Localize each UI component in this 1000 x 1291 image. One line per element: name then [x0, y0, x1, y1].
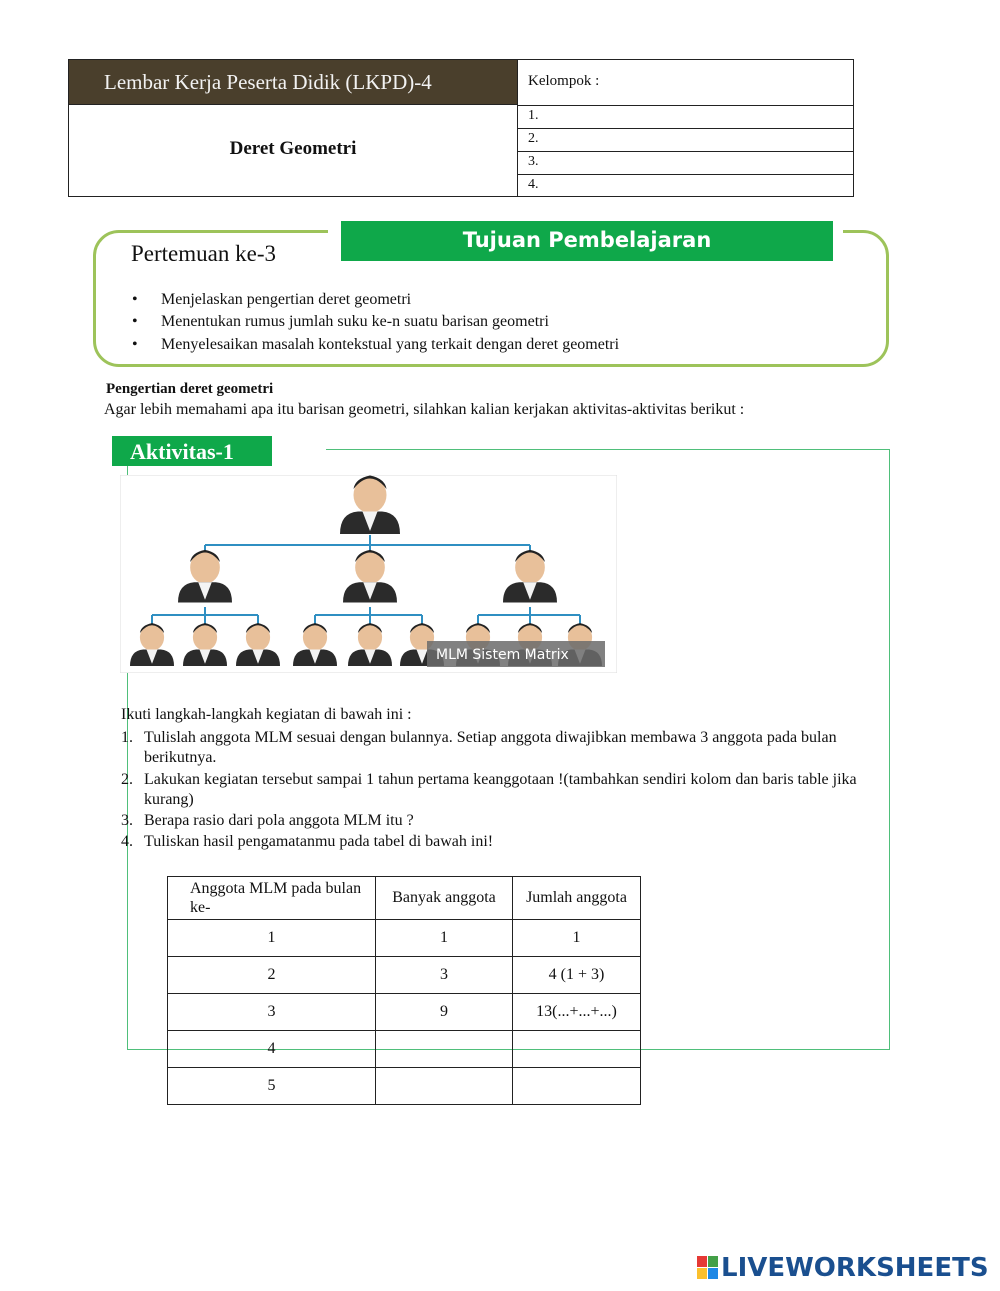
step-text: Lakukan kegiatan tersebut sampai 1 tahun pertama keanggotaan !(tambahkan sendiri kolom dan baris table jika kurang) [144, 771, 857, 808]
meeting-label: Pertemuan ke-3 [131, 241, 276, 266]
bullet: • [132, 336, 138, 353]
table-row [168, 1068, 641, 1105]
member-row-1[interactable]: 1. [518, 105, 854, 128]
table-row [168, 920, 641, 957]
step-text: Berapa rasio dari pola anggota MLM itu ? [144, 812, 414, 829]
table-header: Jumlah anggota [513, 877, 641, 920]
answer-cell[interactable] [376, 1031, 513, 1068]
frame-gap [270, 446, 326, 452]
step-number: 2. [121, 771, 133, 788]
table-cell: 3 [376, 957, 513, 994]
group-label: Kelompok : [528, 73, 600, 89]
worksheet-subtitle: Deret Geometri [229, 138, 357, 159]
step-text: Tuliskan hasil pengamatanmu pada tabel di bawah ini! [144, 833, 494, 850]
table-row [168, 957, 641, 994]
table-cell: 4 (1 + 3) [513, 957, 641, 994]
bullet: • [132, 313, 138, 330]
step-item [121, 770, 881, 810]
member-row-4[interactable]: 4. [518, 174, 854, 197]
table-row [168, 1031, 641, 1068]
section-heading: Pengertian deret geometri [106, 381, 274, 397]
table-cell: 4 [168, 1031, 376, 1068]
step-number: 3. [121, 812, 133, 829]
liveworksheets-brand[interactable]: LIVEWORKSHEETS [721, 1253, 989, 1283]
table-cell: 2 [168, 957, 376, 994]
member-row-3[interactable]: 3. [518, 151, 854, 174]
bullet: • [132, 291, 138, 308]
step-item [121, 811, 881, 831]
goal-text: Menentukan rumus jumlah suku ke-n suatu barisan geometri [161, 313, 549, 330]
activity-title: Aktivitas-1 [112, 436, 272, 466]
step-item [121, 832, 881, 852]
step-number: 4. [121, 833, 133, 850]
table-cell: 1 [513, 920, 641, 957]
goal-text: Menyelesaikan masalah kontekstual yang terkait dengan deret geometri [161, 336, 620, 353]
table-row [168, 994, 641, 1031]
table-header: Anggota MLM pada bulan ke- [168, 877, 376, 920]
table-header-row [168, 877, 641, 920]
goal-text: Menjelaskan pengertian deret geometri [161, 291, 412, 308]
table-cell: 9 [376, 994, 513, 1031]
table-cell: 1 [168, 920, 376, 957]
mlm-hierarchy-image [120, 475, 617, 673]
section-intro: Agar lebih memahami apa itu barisan geometri, silahkan kalian kerjakan aktivitas-aktivitas berikut : [104, 401, 745, 418]
member-row-2[interactable]: 2. [518, 128, 854, 151]
answer-cell[interactable] [513, 1031, 641, 1068]
table-cell: 5 [168, 1068, 376, 1105]
answer-cell[interactable] [513, 1068, 641, 1105]
table-header: Banyak anggota [376, 877, 513, 920]
liveworksheets-logo-icon [697, 1256, 719, 1280]
worksheet-title: Lembar Kerja Peserta Didik (LKPD)-4 [104, 70, 432, 94]
image-caption: MLM Sistem Matrix [436, 647, 569, 663]
table-cell: 1 [376, 920, 513, 957]
steps-intro: Ikuti langkah-langkah kegiatan di bawah ini : [121, 706, 412, 723]
answer-cell[interactable] [376, 1068, 513, 1105]
step-number: 1. [121, 729, 133, 746]
goal-item [132, 313, 549, 331]
mlm-table [167, 876, 641, 1105]
learning-goals-banner: Tujuan Pembelajaran [341, 221, 833, 261]
step-item [121, 728, 881, 768]
table-cell: 3 [168, 994, 376, 1031]
step-text: Tulislah anggota MLM sesuai dengan bulannya. Setiap anggota diwajibkan membawa 3 anggota pada bulan berikutnya. [144, 729, 837, 766]
table-cell: 13(...+...+...) [513, 994, 641, 1031]
goal-item [132, 291, 411, 309]
goal-item [132, 336, 619, 354]
